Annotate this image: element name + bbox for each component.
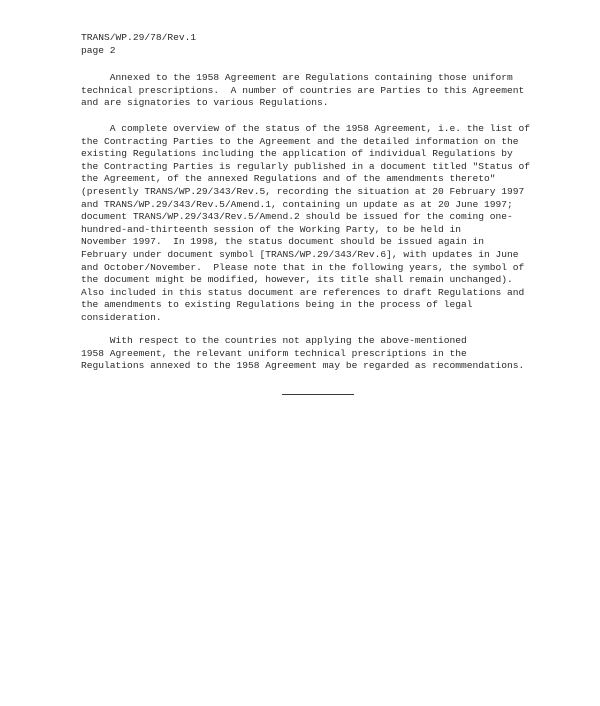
paragraph-annexed-regulations bbox=[81, 72, 551, 110]
text-line: and TRANS/WP.29/343/Rev.5/Amend.1, containing un update as at 20 June 1997; bbox=[81, 198, 513, 210]
text-line: and October/November. Please note that in the following years, the symbol of bbox=[81, 261, 525, 273]
text-line: document TRANS/WP.29/343/Rev.5/Amend.2 should be issued for the coming one- bbox=[81, 211, 513, 223]
paragraph-recommendations bbox=[81, 335, 551, 373]
text-line: the Agreement, of the annexed Regulations and of the amendments thereto" bbox=[81, 173, 496, 185]
text-line: February under document symbol [TRANS/WP.29/343/Rev.6], with updates in June bbox=[81, 248, 519, 260]
text-line: 1958 Agreement, the relevant uniform technical prescriptions in the bbox=[81, 347, 467, 359]
text-line: With respect to the countries not applying the above-mentioned bbox=[81, 335, 467, 346]
text-line: hundred-and-thirteenth session of the Working Party, to be held in bbox=[81, 223, 461, 235]
text-line: the Contracting Parties to the Agreement and the detailed information on the bbox=[81, 135, 519, 147]
text-line: November 1997. In 1998, the status document should be issued again in bbox=[81, 236, 485, 248]
text-line: and are signatories to various Regulations. bbox=[81, 97, 329, 109]
text-line: Regulations annexed to the 1958 Agreement may be regarded as recommendations. bbox=[81, 360, 525, 372]
text-line: the document might be modified, however, its title shall remain unchanged). bbox=[81, 274, 513, 286]
text-line: A complete overview of the status of the 1958 Agreement, i.e. the list of bbox=[81, 123, 531, 134]
document-symbol: TRANS/WP.29/78/Rev.1 bbox=[81, 32, 197, 43]
text-line: Annexed to the 1958 Agreement are Regulations containing those uniform bbox=[81, 72, 513, 83]
text-line: consideration. bbox=[81, 311, 162, 323]
paragraph-status-overview bbox=[81, 123, 551, 325]
text-line: existing Regulations including the application of individual Regulations by bbox=[81, 148, 513, 160]
text-line: the Contracting Parties is regularly published in a document titled "Status of bbox=[81, 160, 531, 172]
end-of-document-rule bbox=[282, 394, 354, 395]
text-line: the amendments to existing Regulations being in the process of legal bbox=[81, 299, 473, 311]
page-number: page 2 bbox=[81, 44, 116, 56]
text-line: technical prescriptions. A number of countries are Parties to this Agreement bbox=[81, 84, 525, 96]
document-header bbox=[81, 32, 196, 57]
text-line: (presently TRANS/WP.29/343/Rev.5, recording the situation at 20 February 1997 bbox=[81, 185, 525, 197]
text-line: Also included in this status document are references to draft Regulations and bbox=[81, 286, 525, 298]
